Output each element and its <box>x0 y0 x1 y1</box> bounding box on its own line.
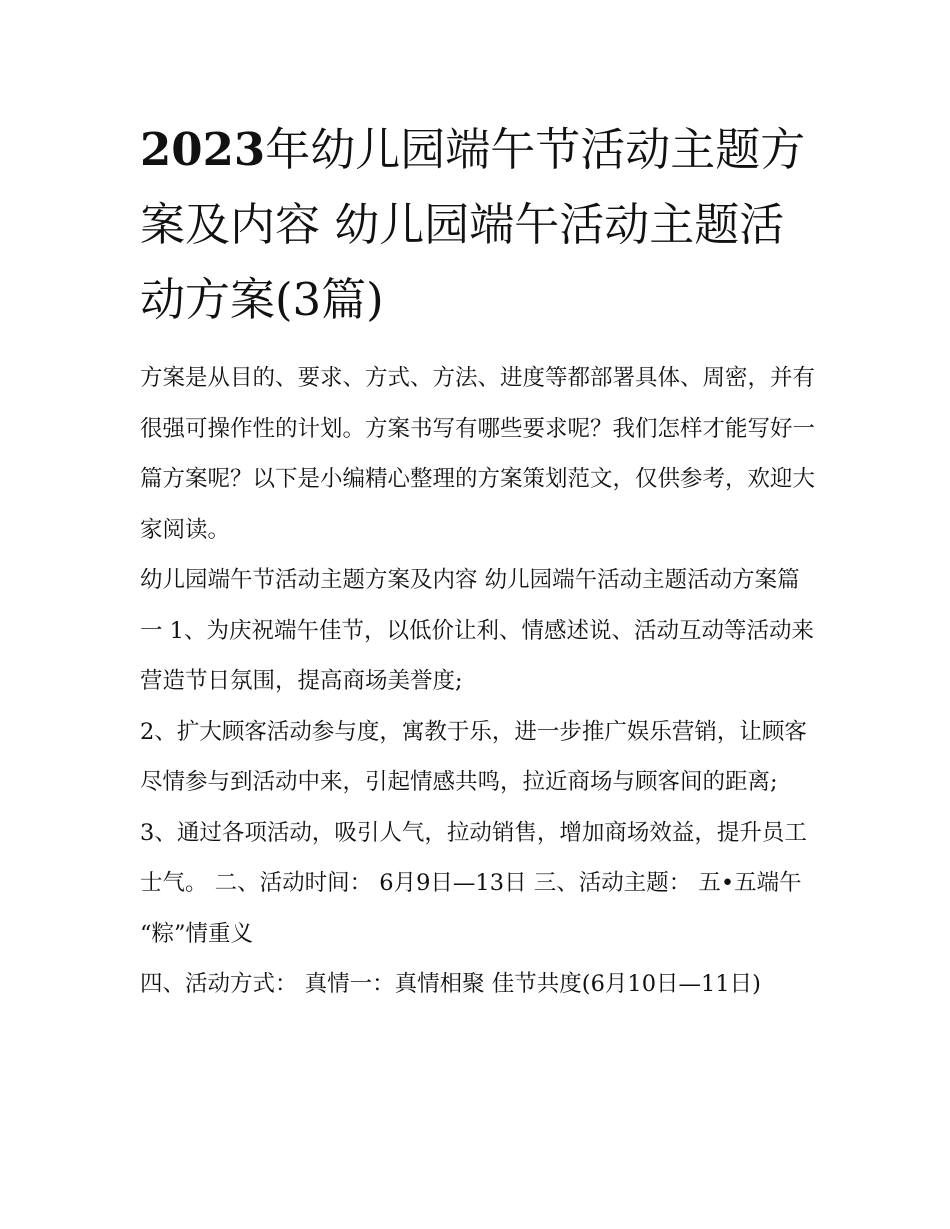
paragraph-section-one: 幼儿园端午节活动主题方案及内容 幼儿园端午活动主题活动方案篇一 1、为庆祝端午佳节，以低价让利、情感述说、活动互动等活动来营造节日氛围，提高商场美誉度; <box>140 567 814 694</box>
title-year: 2023 <box>140 123 266 176</box>
paragraph-item-3: 3、通过各项活动，吸引人气，拉动销售，增加商场效益，提升员工士气。 二、活动时间： 6月9日—13日 三、活动主题： 五•五端午 “粽”情重义 <box>140 819 807 947</box>
document-title: 2023年幼儿园端午节活动主题方案及内容 幼儿园端午活动主题活动方案(3篇) <box>140 123 806 326</box>
document-page <box>140 112 816 1010</box>
paragraph-item-2: 2、扩大顾客活动参与度，寓教于乐，进一步推广娱乐营销，让顾客尽情参与到活动中来，引起情感共鸣，拉近商场与顾客间的距离; <box>140 718 807 795</box>
document-body <box>140 353 816 1010</box>
paragraph-intro: 方案是从目的、要求、方式、方法、进度等都部署具体、周密，并有很强可操作性的计划。方案书写有哪些要求呢？我们怎样才能写好一篇方案呢？以下是小编精心整理的方案策划范文，仅供参考，欢迎大家阅读。 <box>140 365 816 543</box>
paragraph-activity-method: 四、活动方式： 真情一：真情相聚 佳节共度(6月10日—11日) <box>140 971 761 997</box>
